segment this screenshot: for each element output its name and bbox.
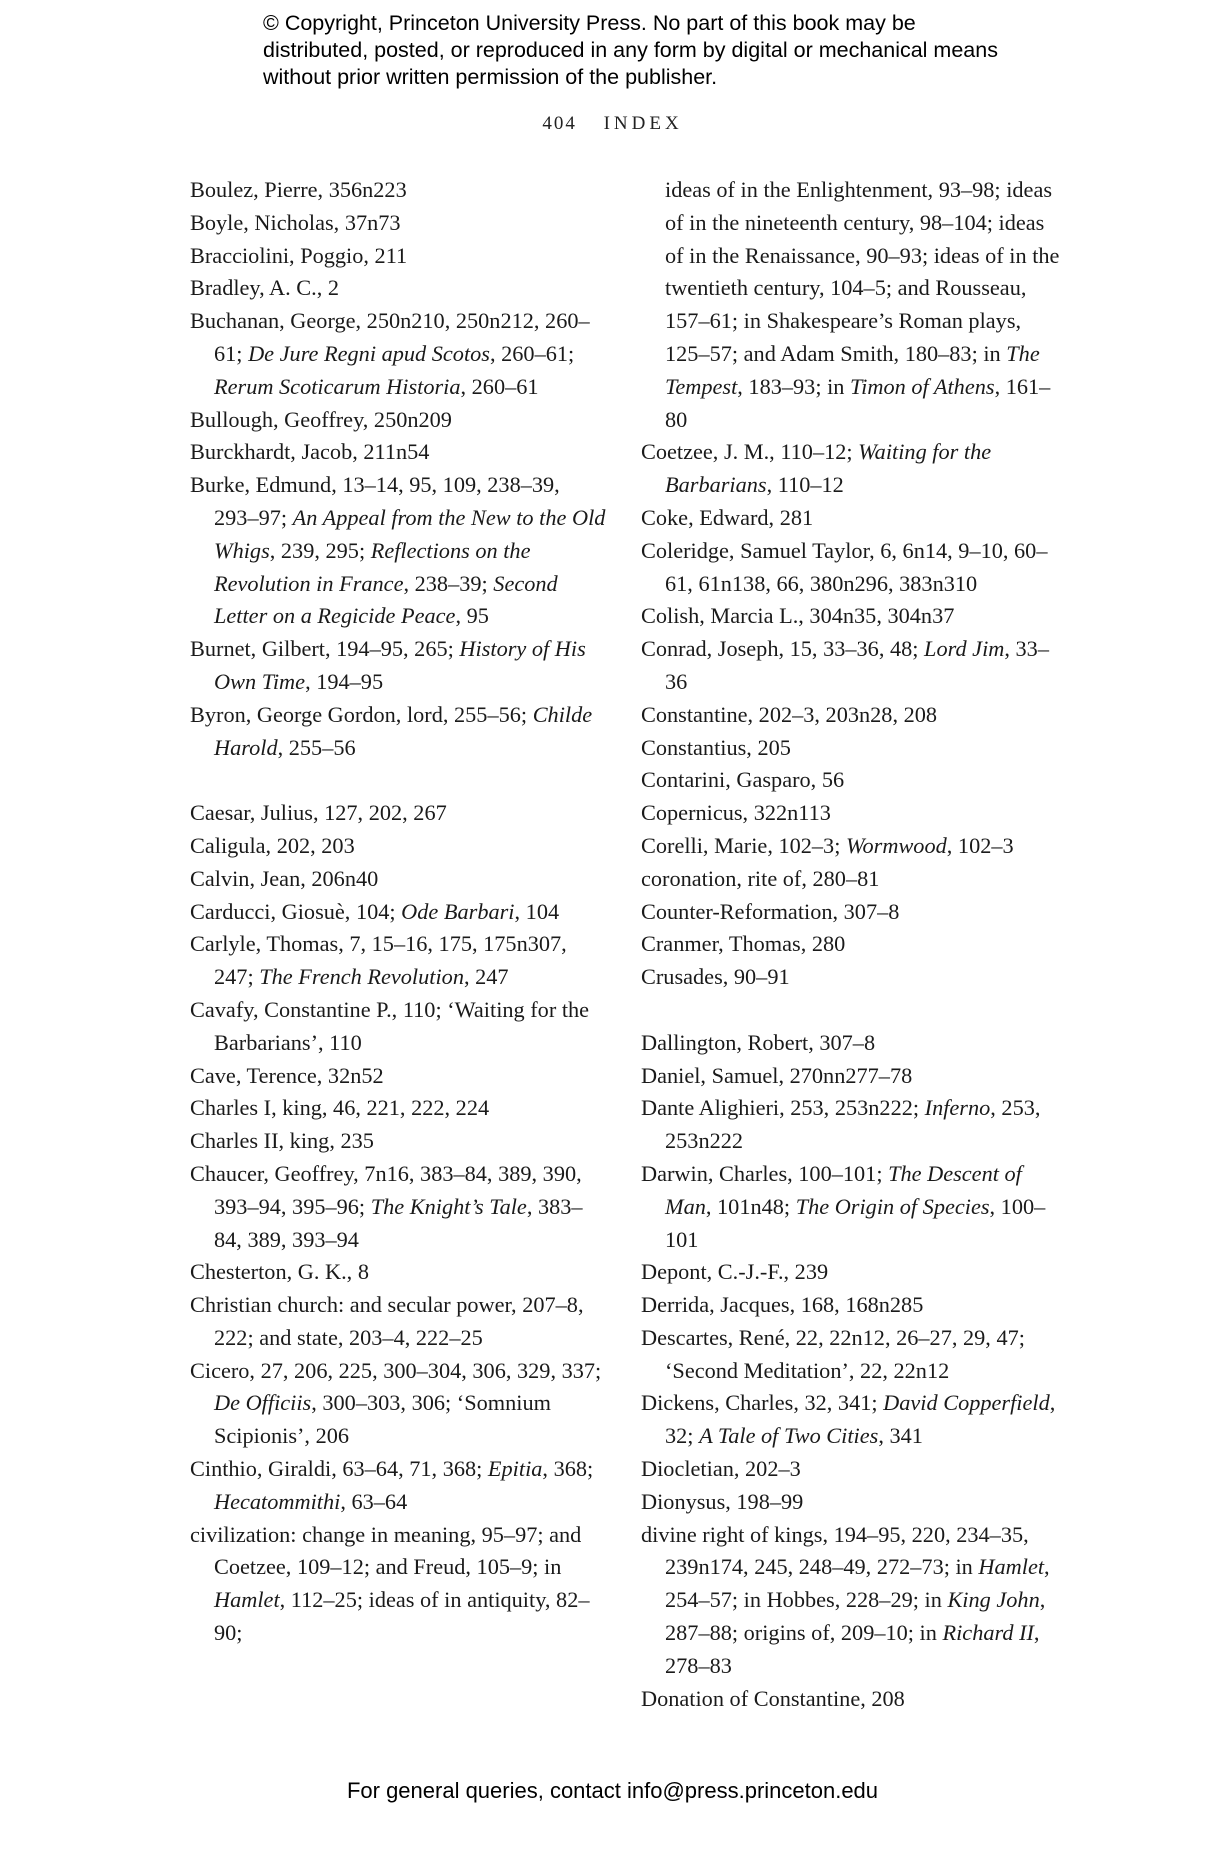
index-entry: Contarini, Gasparo, 56 [641, 767, 845, 793]
index-entry: Christian church: and secular power, 207–8, 222; and state, 203–4, 222–25 [190, 1292, 584, 1350]
work-title: Epitia [487, 1456, 543, 1482]
index-entry: Buchanan, George, 250n210, 250n212, 260–61; De Jure Regni apud Scotos, 260–61; Rerum Scoticarum Historia, 260–61 [190, 308, 590, 399]
index-entry: Copernicus, 322n113 [641, 800, 831, 826]
index-entry: Coetzee, J. M., 110–12; Waiting for the Barbarians, 110–12 [641, 439, 992, 498]
work-title: Hamlet [214, 1587, 280, 1613]
index-entry: Coke, Edward, 281 [641, 504, 814, 530]
index-entry: Calvin, Jean, 206n40 [190, 865, 379, 891]
index-entry: Cinthio, Giraldi, 63–64, 71, 368; Epitia, 368; Hecatommithi, 63–64 [190, 1456, 594, 1514]
work-title: The Tempest [665, 340, 1040, 399]
work-title: An Appeal from the New to the Old Whigs [214, 504, 606, 563]
index-entry: Diocletian, 202–3 [641, 1456, 801, 1482]
index-entry: Carlyle, Thomas, 7, 15–16, 175, 175n307, 247; The French Revolution, 247 [190, 931, 567, 990]
work-title: Hecatommithi [214, 1488, 341, 1514]
index-entry: Dallington, Robert, 307–8 [641, 1029, 876, 1055]
index-entry: Caesar, Julius, 127, 202, 267 [190, 800, 447, 826]
index-entry: Constantine, 202–3, 203n28, 208 [641, 701, 938, 727]
index-entry: Charles I, king, 46, 221, 222, 224 [190, 1095, 490, 1121]
letter-group-gap [641, 994, 1061, 1027]
work-title: The Origin of Species [795, 1193, 990, 1219]
index-entry: Conrad, Joseph, 15, 33–36, 48; Lord Jim, 33–36 [641, 636, 1049, 694]
index-entry: Corelli, Marie, 102–3; Wormwood, 102–3 [641, 832, 1014, 858]
index-entry: Depont, C.-J.-F., 239 [641, 1259, 829, 1285]
work-title: A Tale of Two Cities [699, 1423, 879, 1449]
index-entry: Cicero, 27, 206, 225, 300–304, 306, 329, 337; De Officiis, 300–303, 306; ‘Somnium Scipionis’, 206 [190, 1357, 602, 1449]
index-entry: Charles II, king, 235 [190, 1128, 374, 1154]
index-entry: coronation, rite of, 280–81 [641, 865, 880, 891]
index-entry: Carducci, Giosuè, 104; Ode Barbari, 104 [190, 898, 560, 924]
index-entry: Donation of Constantine, 208 [641, 1685, 905, 1711]
index-entry: Bradley, A. C., 2 [190, 275, 340, 301]
work-title: Ode Barbari [401, 898, 515, 924]
work-title: King John [947, 1587, 1040, 1613]
work-title: Rerum Scoticarum Historia [214, 373, 461, 399]
work-title: De Jure Regni apud Scotos [248, 340, 490, 366]
index-entry: Caligula, 202, 203 [190, 832, 355, 858]
page-number: 404 [542, 113, 577, 134]
work-title: Second Letter on a Regicide Peace [214, 570, 558, 629]
index-entry: civilization: change in meaning, 95–97; and Coetzee, 109–12; and Freud, 105–9; in Hamlet, 112–25; ideas of in antiquity, 82–90; [190, 1521, 590, 1646]
index-entry: Dickens, Charles, 32, 341; David Copperfield, 32; A Tale of Two Cities, 341 [641, 1390, 1056, 1449]
work-title: Lord Jim [924, 636, 1005, 662]
index-entry: Chesterton, G. K., 8 [190, 1259, 369, 1285]
work-title: The French Revolution [259, 964, 464, 990]
index-entry: Darwin, Charles, 100–101; The Descent of Man, 101n48; The Origin of Species, 100–101 [641, 1160, 1046, 1252]
index-entry: Bullough, Geoffrey, 250n209 [190, 406, 452, 432]
work-title: Richard II [942, 1620, 1034, 1646]
work-title: Waiting for the Barbarians [665, 439, 992, 498]
index-entry: Cavafy, Constantine P., 110; ‘Waiting for the Barbarians’, 110 [190, 996, 590, 1055]
index-entry: Descartes, René, 22, 22n12, 26–27, 29, 47; ‘Second Meditation’, 22, 22n12 [641, 1324, 1025, 1383]
index-entry: Burke, Edmund, 13–14, 95, 109, 238–39, 293–97; An Appeal from the New to the Old Whigs, 239, 295; Reflections on the Revolution in France, 238–39; Second Letter on a Regicide Peace, 95 [190, 472, 606, 629]
index-entry: Chaucer, Geoffrey, 7n16, 383–84, 389, 390, 393–94, 395–96; The Knight’s Tale, 383–84, 389, 393–94 [190, 1160, 583, 1252]
section-title: INDEX [603, 113, 683, 134]
letter-group-gap [190, 764, 606, 797]
index-column-right [641, 174, 1061, 1715]
work-title: David Copperfield [883, 1390, 1050, 1416]
work-title: The Descent of Man [665, 1160, 1022, 1219]
index-entry: Dante Alighieri, 253, 253n222; Inferno, 253, 253n222 [641, 1095, 1041, 1154]
index-entry: Dionysus, 198–99 [641, 1488, 804, 1514]
footer-contact: For general queries, contact info@press.princeton.edu [346, 1778, 879, 1803]
index-column-left [190, 174, 606, 1650]
index-entry: Daniel, Samuel, 270nn277–78 [641, 1062, 913, 1088]
work-title: The Knight’s Tale [370, 1193, 527, 1219]
work-title: Inferno [924, 1095, 991, 1121]
work-title: Wormwood [845, 832, 947, 858]
index-entry: Boulez, Pierre, 356n223 [190, 177, 407, 202]
index-entry: Crusades, 90–91 [641, 964, 790, 990]
work-title: Timon of Athens [850, 373, 995, 399]
index-entry: Bracciolini, Poggio, 211 [190, 242, 408, 268]
index-entry: Boyle, Nicholas, 37n73 [190, 209, 401, 235]
index-entry: Burckhardt, Jacob, 211n54 [190, 439, 430, 465]
index-entry: Coleridge, Samuel Taylor, 6, 6n14, 9–10, 60–61, 61n138, 66, 380n296, 383n310 [641, 537, 1048, 596]
work-title: Hamlet [978, 1554, 1045, 1580]
work-title: Reflections on the Revolution in France [214, 537, 531, 596]
index-entry: Byron, George Gordon, lord, 255–56; Childe Harold, 255–56 [190, 701, 593, 760]
index-entry: ideas of in the Enlightenment, 93–98; ideas of in the nineteenth century, 98–104; ideas of in the Renaissance, 90–93; ideas of in the twentieth century, 104–5; and Rousseau, 157–61; in Shakespeare’s Roman plays, 125–57; and Adam Smith, 180–83; in The Tempest, 183–93; in Timon of Athens, 161–80 [665, 177, 1060, 432]
running-head [0, 113, 1225, 135]
index-entry: Counter-Reformation, 307–8 [641, 898, 900, 924]
work-title: De Officiis [214, 1390, 312, 1416]
index-entry: Colish, Marcia L., 304n35, 304n37 [641, 603, 955, 629]
work-title: History of His Own Time [214, 636, 586, 694]
index-entry: divine right of kings, 194–95, 220, 234–35, 239n174, 245, 248–49, 272–73; in Hamlet, 254–57; in Hobbes, 228–29; in King John, 287–88; origins of, 209–10; in Richard II, 278–83 [641, 1521, 1050, 1678]
copyright-notice: © Copyright, Princeton University Press. No part of this book may be distributed, posted, or reproduced in any form by digital or mechanical means without prior written permission of the publisher. [263, 11, 998, 89]
index-entry: Burnet, Gilbert, 194–95, 265; History of His Own Time, 194–95 [190, 636, 586, 694]
index-entry: Constantius, 205 [641, 734, 791, 760]
index-entry: Cave, Terence, 32n52 [190, 1062, 384, 1088]
index-entry: Derrida, Jacques, 168, 168n285 [641, 1292, 924, 1318]
index-entry: Cranmer, Thomas, 280 [641, 931, 846, 957]
work-title: Childe Harold [214, 701, 593, 760]
